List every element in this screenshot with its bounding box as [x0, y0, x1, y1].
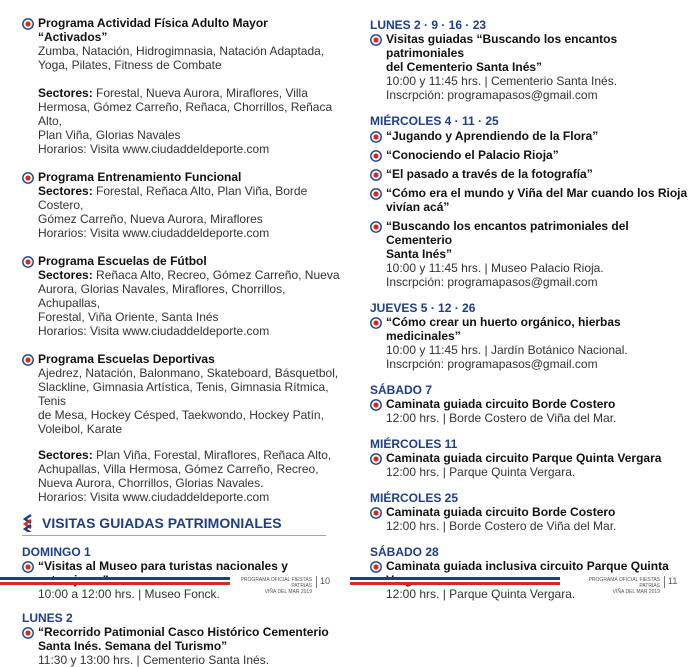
visit-detail: 10:00 y 11:45 hrs. | Museo Palacio Rioja.: [386, 261, 604, 275]
visit-title: “Cómo crear un huerto orgánico, hierbas medicinales”: [386, 315, 621, 343]
program-line: Ajedrez, Natación, Balonmano, Skateboard, Básquetbol,: [38, 366, 339, 380]
flag-bullet-icon: [370, 399, 382, 411]
sectors-line: Plan Viña, Glorias Navales: [38, 128, 181, 142]
visit-detail: 12:00 hrs. | Borde Costero de Viña del Mar.: [386, 411, 617, 425]
flag-bullet-icon: [370, 34, 382, 46]
visit-detail: 12:00 hrs. | Parque Quinta Vergara.: [386, 465, 576, 479]
program-title: Programa Actividad Física Adulto Mayor “Activados”: [38, 16, 268, 44]
sectors-text: Forestal, Nueva Aurora, Miraflores, Villa: [92, 86, 308, 100]
flag-bullet-icon: [370, 221, 382, 233]
day-heading: MIÉRCOLES 11: [370, 437, 458, 451]
section-title: VISITAS GUIADAS PATRIMONIALES: [42, 515, 282, 531]
sectors-line: Gómez Carreño, Nueva Aurora, Miraflores: [38, 212, 263, 226]
page-number: 11: [668, 576, 678, 586]
program-line: Voleibol, Karate: [38, 422, 123, 436]
program-line: de Mesa, Hockey Césped, Taekwondo, Hockey Patín,: [38, 408, 324, 422]
flag-bullet-icon: [370, 507, 382, 519]
sectors-line: [38, 448, 340, 462]
sectors-text: Reñaca Alto, Recreo, Gómez Carreño, Nueva: [92, 268, 340, 282]
flag-bullet-icon: [370, 188, 382, 200]
footer-caption-line: PROGRAMA OFICIAL FIESTAS PATRIAS: [240, 577, 312, 589]
flag-bullet-icon: [22, 256, 34, 268]
footer-caption: [230, 577, 312, 595]
visit-title: Caminata guiada circuito Parque Quinta Vergara: [386, 451, 662, 465]
visit-item: [370, 129, 688, 143]
visit-item: [370, 505, 688, 533]
visit-item: [370, 148, 688, 162]
visit-title: Caminata guiada inclusiva circuito Parque Quinta: [386, 559, 669, 573]
visit-detail: Inscrpción: programapasos@gmail.com: [386, 88, 598, 102]
sectors-line: Hermosa, Gómez Carreño, Reñaca, Chorrillos, Reñaca Alto,: [38, 100, 333, 128]
visit-detail: 11:30 y 13:00 hrs. | Cementerio Santa Inés.: [38, 653, 270, 667]
program-activados: [22, 16, 340, 72]
flag-bullet-icon: [370, 317, 382, 329]
visit-item: [370, 451, 688, 479]
sectors-line: Achupallas, Villa Hermosa, Gómez Carreño, Recreo,: [38, 462, 319, 476]
visit-detail: 12:00 hrs. | Parque Quinta Vergara.: [386, 587, 576, 601]
sectors-text: Plan Viña, Forestal, Miraflores, Reñaca Alto,: [92, 448, 332, 462]
program-title: Programa Escuelas Deportivas: [38, 352, 215, 366]
visit-detail: 10:00 y 11:45 hrs. | Jardín Botánico Nacional.: [386, 343, 628, 357]
visit-item: [370, 219, 688, 289]
program-title: Programa Escuelas de Fútbol: [38, 254, 207, 268]
footer-separator: [664, 576, 665, 588]
program-sectors: [22, 448, 340, 504]
section-heading: [22, 514, 340, 532]
footer-caption-line: VIÑA DEL MAR 2019: [612, 589, 660, 595]
sectors-line: Aurora, Glorias Navales, Miraflores, Chorrillos, Achupallas,: [38, 282, 286, 310]
program-futbol: [22, 254, 340, 338]
visit-title: “Visitas al Museo para turistas nacionales y: [38, 559, 288, 573]
hours-line: Horarios: Visita www.ciudaddeldeporte.com: [38, 226, 270, 240]
visit-title: vivían acá”: [386, 200, 450, 214]
day-heading: LUNES 2: [22, 611, 73, 625]
visit-detail: 10:00 y 11:45 hrs. | Cementerio Santa Inés.: [386, 74, 618, 88]
sectors-label: Sectores:: [38, 184, 93, 198]
visit-title: Visitas guiadas “Buscando los encantos patrimoniales: [386, 32, 618, 60]
visit-title: “Conociendo el Palacio Rioja”: [386, 148, 559, 162]
right-column: [370, 0, 688, 601]
hours-line: Horarios: Visita www.ciudaddeldeporte.com: [38, 142, 270, 156]
day-heading: JUEVES 5 · 12 · 26: [370, 301, 476, 315]
footer-stripes-left: [0, 577, 230, 587]
visit-title: “El pasado a través de la fotografía”: [386, 167, 593, 181]
flag-bullet-icon: [22, 172, 34, 184]
sectors-line: [38, 268, 340, 282]
sectors-line: [38, 86, 340, 100]
footer-caption-line: PROGRAMA OFICIAL FIESTAS PATRIAS: [588, 577, 660, 589]
sectors-label: Sectores:: [38, 86, 93, 100]
visit-title: “Recorrido Patimonial Casco Histórico Cementerio: [38, 625, 329, 639]
visit-detail: Inscrpción: programapasos@gmail.com: [386, 275, 598, 289]
hours-line: Horarios: Visita www.ciudaddeldeporte.com: [38, 490, 270, 504]
visit-item: [22, 625, 340, 667]
visit-detail: Inscrpción: programapasos@gmail.com: [386, 357, 598, 371]
visit-day: [22, 611, 340, 625]
visit-title: Santa Inés. Semana del Turismo”: [38, 639, 228, 653]
visit-detail: 10:00 a 12:00 hrs. | Museo Fonck.: [38, 587, 220, 601]
sectors-line: Forestal, Viña Oriente, Santa Inés: [38, 310, 219, 324]
program-sectors: [22, 86, 340, 156]
sectors-line: Nueva Aurora, Chorrillos, Glorias Navales.: [38, 476, 264, 490]
program-title: Programa Entrenamiento Funcional: [38, 170, 242, 184]
day-heading: MIÉRCOLES 25: [370, 491, 459, 505]
sectors-label: Sectores:: [38, 448, 93, 462]
day-heading: SÁBADO 7: [370, 383, 433, 397]
visit-day: [22, 545, 340, 559]
sectors-line: [38, 184, 340, 212]
flag-bullet-icon: [22, 18, 34, 30]
visit-title: Caminata guiada circuito Borde Costero: [386, 397, 616, 411]
footer-stripes-right: [350, 577, 560, 587]
program-line: Slackline, Gimnasia Artística, Tenis, Gimnasia Rítmica, Tenis: [38, 380, 329, 408]
section-divider: [22, 535, 326, 536]
visit-title: “Cómo era el mundo y Viña del Mar cuando los Rioja: [386, 186, 688, 200]
flag-bullet-icon: [370, 150, 382, 162]
day-heading: LUNES 2 · 9 · 16 · 23: [370, 18, 487, 32]
day-heading: MIÉRCOLES 4 · 11 · 25: [370, 114, 499, 128]
flag-bullet-icon: [370, 453, 382, 465]
visit-item: [370, 186, 688, 214]
program-line: Zumba, Natación, Hidrogimnasia, Natación Adaptada,: [38, 44, 325, 58]
day-heading: DOMINGO 1: [22, 545, 91, 559]
flag-bullet-icon: [370, 131, 382, 143]
sectors-label: Sectores:: [38, 268, 93, 282]
program-deportivas: [22, 352, 340, 436]
flag-bullet-icon: [22, 627, 34, 639]
visit-detail: 12:00 hrs. | Borde Costero de Viña del Mar.: [386, 519, 617, 533]
visit-title: Santa Inés”: [386, 247, 453, 261]
footer-caption: [578, 577, 660, 595]
visit-item: [370, 167, 688, 181]
visit-item: [370, 397, 688, 425]
footer-caption-line: VIÑA DEL MAR 2019: [264, 589, 312, 595]
program-line: Yoga, Pilates, Fitness de Combate: [38, 58, 222, 72]
visit-item: [370, 315, 688, 371]
hours-line: Horarios: Visita www.ciudaddeldeporte.com: [38, 324, 270, 338]
footer-separator: [316, 576, 317, 588]
sectors-text: Forestal, Reñaca Alto, Plan Viña, Borde Costero,: [38, 184, 308, 212]
visit-item: [370, 32, 688, 102]
day-heading: SÁBADO 28: [370, 545, 439, 559]
program-funcional: [22, 170, 340, 240]
chevron-stripes-icon: [22, 514, 36, 532]
flag-bullet-icon: [22, 354, 34, 366]
visit-title: del Cementerio Santa Inés”: [386, 60, 543, 74]
left-column: [22, 0, 340, 667]
visit-title: Caminata guiada circuito Borde Costero: [386, 505, 616, 519]
page-number: 10: [320, 576, 331, 586]
flag-bullet-icon: [370, 169, 382, 181]
visit-title: “Buscando los encantos patrimoniales del Cementerio: [386, 219, 629, 247]
visit-title: “Jugando y Aprendiendo de la Flora”: [386, 129, 599, 143]
